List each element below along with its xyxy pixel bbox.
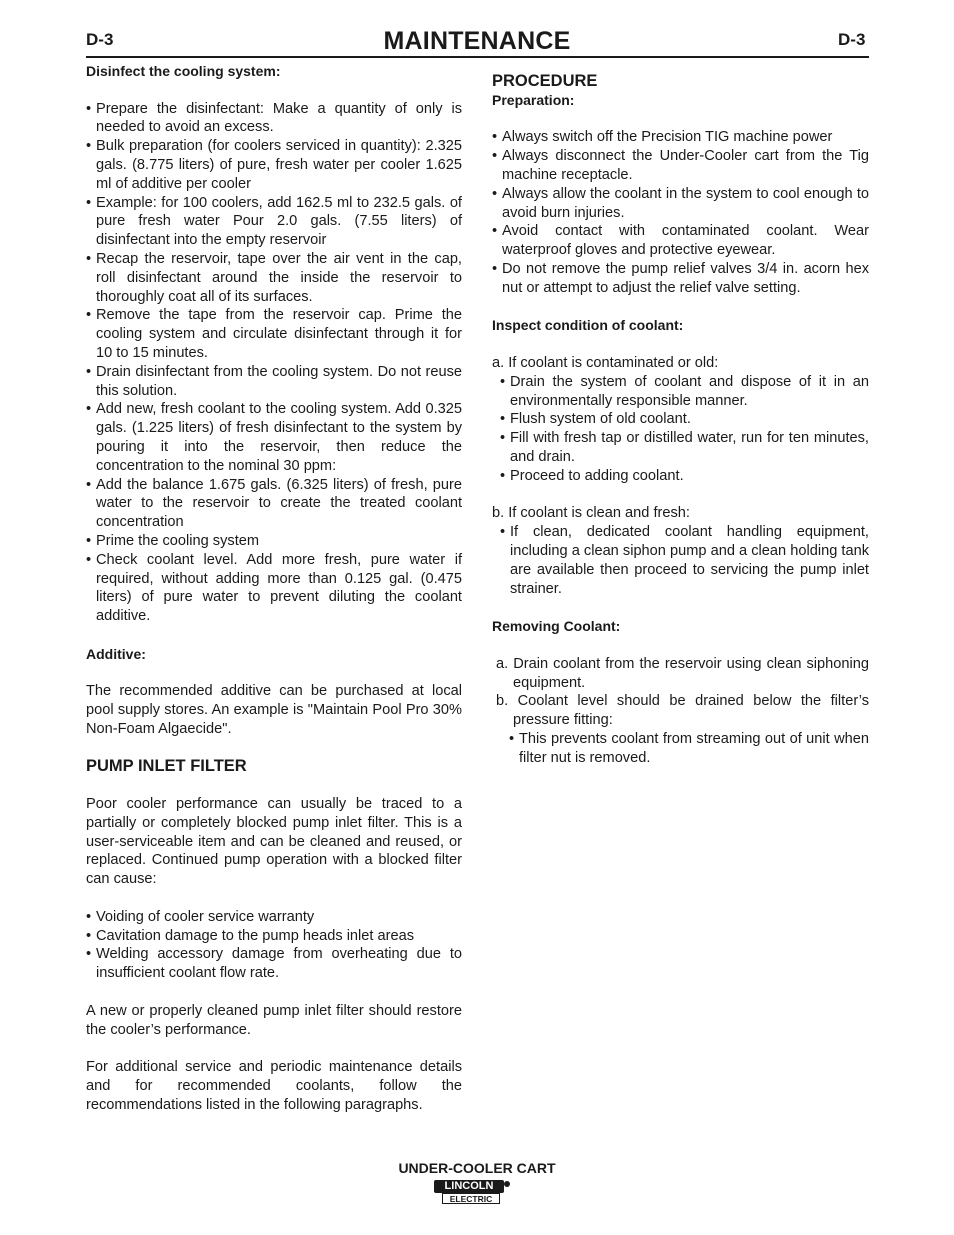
- additional-service-paragraph: For additional service and periodic maintenance details and for recommended coolants, follow the recommendations listed in the following paragraphs.: [86, 1059, 462, 1113]
- case-b-list: [500, 523, 869, 598]
- pump-filter-paragraph: Poor cooler performance can usually be traced to a partially or completely blocked pump inlet filter. This is a user-serviceable item and can be cleaned and reused, or replaced. Continued pump operation with a blocked filter can cause:: [86, 796, 462, 888]
- list-item: • Always disconnect the Under-Cooler cart from the Tig machine receptacle.: [492, 147, 869, 185]
- list-item: • If clean, dedicated coolant handling equipment, including a clean siphon pump and a clean holding tank are available then proceed to servicing the pump inlet strainer.: [500, 523, 869, 598]
- pump-inlet-filter-heading: PUMP INLET FILTER: [86, 757, 247, 776]
- list-item: • Drain disinfectant from the cooling system. Do not reuse this solution.: [86, 363, 462, 401]
- list-item: • Flush system of old coolant.: [500, 410, 869, 429]
- restore-paragraph: A new or properly cleaned pump inlet filter should restore the cooler’s performance.: [86, 1002, 462, 1038]
- list-item: • Welding accessory damage from overheating due to insufficient coolant flow rate.: [86, 945, 462, 983]
- page-title: MAINTENANCE: [383, 27, 571, 55]
- disinfect-heading: Disinfect the cooling system:: [86, 63, 281, 79]
- list-item: • Add new, fresh coolant to the cooling system. Add 0.325 gals. (1.225 liters) of fresh disinfectant to the system by pouring it into the reservoir, then reduce the concentration to the nominal 30 ppm:: [86, 400, 462, 475]
- registered-mark-icon: [504, 1181, 510, 1187]
- case-a-label: a. If coolant is contaminated or old:: [492, 354, 719, 371]
- list-item: • Avoid contact with contaminated coolant. Wear waterproof gloves and protective eyewear.: [492, 222, 869, 260]
- list-item: • Cavitation damage to the pump heads inlet areas: [86, 927, 462, 946]
- preparation-list: [492, 128, 869, 297]
- page-number-right: D-3: [838, 30, 866, 49]
- removing-step-b: b. Coolant level should be drained below the filter’s pressure fitting:: [496, 693, 869, 729]
- list-item: • Prepare the disinfectant: Make a quantity of only is needed to avoid an excess.: [86, 100, 462, 138]
- removing-b-list: [509, 730, 869, 768]
- additive-heading: Additive:: [86, 645, 146, 662]
- list-item: • Always switch off the Precision TIG machine power: [492, 128, 869, 147]
- list-item: • Prime the cooling system: [86, 532, 462, 551]
- pump-consequences-list: [86, 908, 462, 983]
- list-item: • Example: for 100 coolers, add 162.5 ml to 232.5 gals. of pure fresh water Pour 2.0 gals. (7.55 liters) of disinfectant into the empty reservoir: [86, 194, 462, 250]
- list-item: • Always allow the coolant in the system to cool enough to avoid burn injuries.: [492, 185, 869, 223]
- list-item: • Do not remove the pump relief valves 3/4 in. acorn hex nut or attempt to adjust the relief valve setting.: [492, 260, 869, 298]
- list-item: • This prevents coolant from streaming out of unit when filter nut is removed.: [509, 730, 869, 768]
- footer-title: UNDER-COOLER CART: [398, 1160, 556, 1176]
- header-rule: [86, 56, 869, 58]
- list-item: • Drain the system of coolant and dispose of it in an environmentally responsible manner.: [500, 373, 869, 411]
- list-item: • Fill with fresh tap or distilled water, run for ten minutes, and drain.: [500, 429, 869, 467]
- additive-paragraph: The recommended additive can be purchased at local pool supply stores. An example is "Maintain Pool Pro 30% Non-Foam Algaecide".: [86, 683, 462, 737]
- inspect-heading: Inspect condition of coolant:: [492, 317, 684, 334]
- list-item: • Check coolant level. Add more fresh, pure water if required, without adding more than 0.125 gal. (0.475 liters) of pure water to prevent diluting the coolant additive.: [86, 551, 462, 626]
- case-b-label: b. If coolant is clean and fresh:: [492, 505, 690, 522]
- removing-step-a: a. Drain coolant from the reservoir using clean siphoning equipment.: [496, 655, 869, 691]
- disinfect-list: [86, 100, 462, 626]
- page-number-left: D-3: [86, 30, 114, 49]
- list-item: • Voiding of cooler service warranty: [86, 908, 462, 927]
- left-column: [86, 62, 462, 1115]
- lincoln-electric-logo: [434, 1180, 510, 1206]
- logo-bottom-text: ELECTRIC: [442, 1193, 500, 1204]
- list-item: • Add the balance 1.675 gals. (6.325 liters) of fresh, pure water to the reservoir to create the treated coolant concentration: [86, 476, 462, 532]
- list-item: • Bulk preparation (for coolers serviced in quantity): 2.325 gals. (8.775 liters) of pure, fresh water per cooler 1.625 ml of additive per cooler: [86, 137, 462, 193]
- removing-coolant-heading: Removing Coolant:: [492, 618, 621, 635]
- logo-top-text: LINCOLN: [434, 1180, 504, 1193]
- preparation-heading: Preparation:: [492, 91, 575, 108]
- right-column: [492, 62, 869, 767]
- procedure-heading: PROCEDURE: [492, 72, 598, 90]
- list-item: • Proceed to adding coolant.: [500, 467, 869, 486]
- list-item: • Remove the tape from the reservoir cap. Prime the cooling system and circulate disinfectant through it for 10 to 15 minutes.: [86, 306, 462, 362]
- list-item: • Recap the reservoir, tape over the air vent in the cap, roll disinfectant around the inside the reservoir to thoroughly coat all of its surfaces.: [86, 250, 462, 306]
- case-a-list: [500, 373, 869, 486]
